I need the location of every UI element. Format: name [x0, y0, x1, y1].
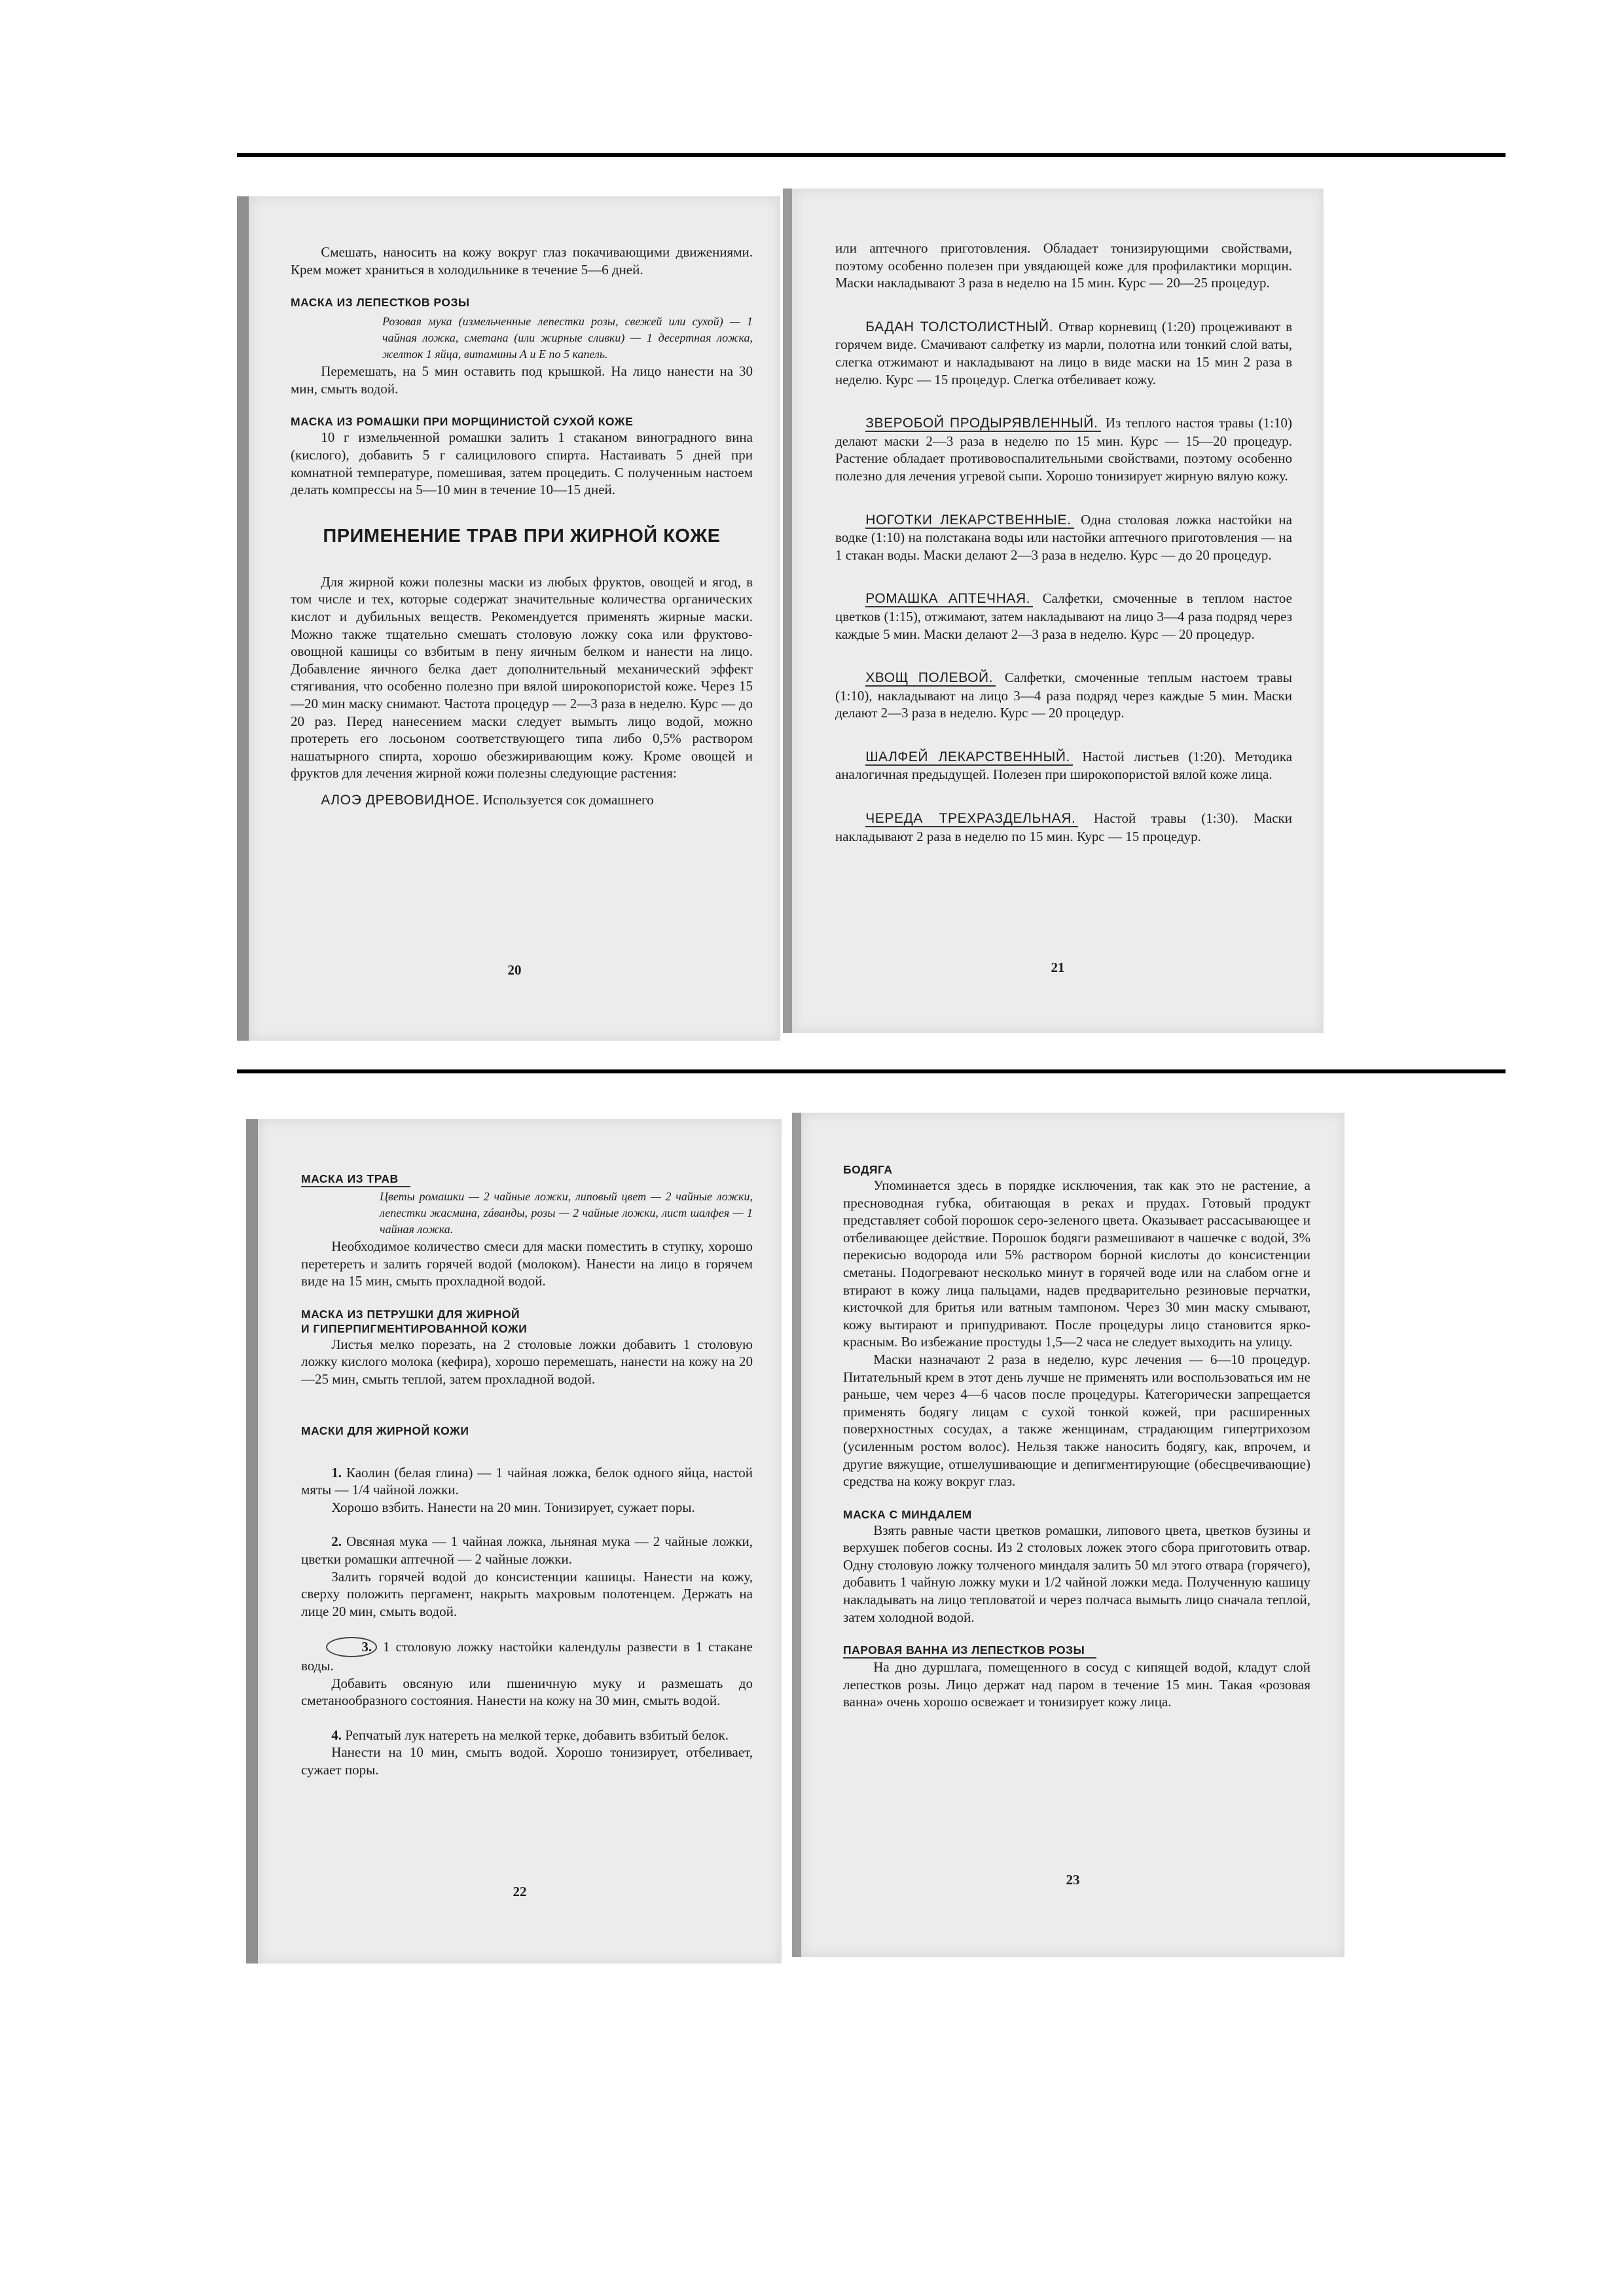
- rose-instructions: Перемешать, на 5 мин оставить под крышкой. На лицо нанести на 30 мин, смыть водой.: [291, 363, 753, 397]
- chereda-paragraph: [835, 810, 1292, 845]
- intro-paragraph: Смешать, наносить на кожу вокруг глаз покачивающими движениями. Крем может храниться в холодильнике в течение 5—6 дней.: [291, 244, 753, 278]
- steam-bath-heading: ПАРОВАЯ ВАННА ИЗ ЛЕПЕСТКОВ РОЗЫ: [843, 1643, 1096, 1659]
- mask-1: [301, 1464, 753, 1499]
- page-20: [237, 196, 780, 1041]
- mask-2-instructions: Залить горячей водой до консистенции кашицы. Нанести на кожу, сверху положить пергамент, накрыть махровым полотенцем. Держать на лице 20 мин, смыть водой.: [301, 1568, 753, 1619]
- almond-instructions: Взять равные части цветков ромашки, липового цвета, цветков бузины и верхушек побегов сосны. Из 2 столовых ложек этого сбора приготовить отвар. Одну столовую ложку толченого миндаля залить 50 мл этого отвара (горячего), добавить 1 чайную ложку муки и 1/2 чайной ложки меда. Полученную кашицу накладывать на лицо тепловатой и через полчаса вымыть лицо сначала теплой, затем холодной водой.: [843, 1522, 1310, 1625]
- page-22: [246, 1119, 782, 1964]
- mask-1-text: Каолин (белая глина) — 1 чайная ложка, белок одного яйца, настой мяты — 1/4 чайной ложки.: [301, 1464, 753, 1498]
- bottom-spread-rule: [237, 1069, 1506, 1073]
- rose-mask-heading: МАСКА ИЗ ЛЕПЕСТКОВ РОЗЫ: [291, 296, 470, 310]
- parsley-heading-line-1: МАСКА ИЗ ПЕТРУШКИ ДЛЯ ЖИРНОЙ: [301, 1307, 520, 1321]
- herbs-recipe: Цветы ромашки — 2 чайные ложки, липовый цвет — 2 чайные ложки, лепестки жасмина, záванды, розы — 2 чайные ложки, лист шалфея — 1 чайная ложка.: [380, 1190, 753, 1236]
- mask-1-instructions: Хорошо взбить. Нанести на 20 мин. Тонизирует, сужает поры.: [331, 1499, 695, 1515]
- nogotki-paragraph: [835, 511, 1292, 564]
- bodyaga-heading: БОДЯГА: [843, 1163, 893, 1176]
- mask-2: [301, 1533, 753, 1568]
- herbs-instructions: Необходимое количество смеси для маски поместить в ступку, хорошо перетереть и залить горячей водой (молоком). Нанести на лицо в горячем виде на 15 мин, смыть прохладной водой.: [301, 1238, 753, 1289]
- parsley-heading-line-2: И ГИПЕРПИГМЕНТИРОВАННОЙ КОЖИ: [301, 1321, 528, 1335]
- page-23: [792, 1113, 1344, 1957]
- mask-3-instructions: Добавить овсяную или пшеничную муку и размешать до сметанообразного состояния. Нанести на кожу на 30 мин, смыть водой.: [301, 1675, 753, 1709]
- mask-2-number: 2.: [331, 1534, 342, 1550]
- mask-4-instructions: Нанести на 10 мин, смыть водой. Хорошо тонизирует, отбеливает, сужает поры.: [301, 1744, 753, 1778]
- mask-3: [301, 1637, 753, 1674]
- page-number-22: 22: [513, 1884, 527, 1899]
- badan-text: Отвар корневищ (1:20) процеживают в горячем виде. Смачивают салфетку из марли, полотна или тонкий слой ваты, слегка отжимают и накладывают на лицо в виде маски на 15 мин 2 раза в неделю. Курс — 15 процедур. Слегка отбеливает кожу.: [835, 318, 1293, 387]
- oily-skin-section-title: ПРИМЕНЕНИЕ ТРАВ ПРИ ЖИРНОЙ КОЖЕ: [323, 525, 721, 547]
- shalfey-paragraph: [835, 748, 1292, 783]
- aloe-continued: или аптечного приготовления. Обладает тонизирующими свойствами, поэтому особенно полезен при увядающей коже для профилактики морщин. Маски накладывают 3 раза в неделю на 15 мин. Курс — 20—25 процедур.: [835, 240, 1292, 291]
- top-spread-rule: [237, 153, 1506, 157]
- nogotki-text: Одна столовая ложка настойки на водке (1:10) на полстакана воды или настойки аптечного приготовления — на 1 стакан воды. Маски делают 2—3 раза в неделю. Курс — до 20 процедур.: [835, 511, 1292, 563]
- mask-4: [301, 1727, 753, 1744]
- hvosch-text: Салфетки, смоченные теплым настоем травы (1:10), накладывают на лицо 3—4 раза подряд через каждые 5 мин. Маски делают 2—3 раза в неделю. Курс — 20 процедур.: [835, 670, 1293, 721]
- shalfey-name: ШАЛФЕЙ ЛЕКАРСТВЕННЫЙ.: [865, 749, 1073, 766]
- oily-masks-heading: МАСКИ ДЛЯ ЖИРНОЙ КОЖИ: [301, 1424, 469, 1437]
- page-21: [783, 188, 1324, 1033]
- mask-3-text: 1 столовую ложку настойки календулы развести в 1 стакане воды.: [301, 1639, 753, 1674]
- zveroboy-name: ЗВЕРОБОЙ ПРОДЫРЯВЛЕННЫЙ.: [865, 416, 1100, 432]
- aloe-paragraph: [291, 791, 753, 810]
- nogotki-name: НОГОТКИ ЛЕКАРСТВЕННЫЕ.: [865, 512, 1074, 529]
- zveroboy-paragraph: [835, 414, 1292, 484]
- herbs-mask-heading: МАСКА ИЗ ТРАВ: [301, 1172, 410, 1187]
- oily-skin-intro: Для жирной кожи полезны маски из любых фруктов, овощей и ягод, в том числе и тех, которые содержат значительные количества органических кислот и дубильных веществ. Рекомендуется применять жирные маски. Можно также тщательно смешать столовую ложку сока или фруктово-овощной кашицы со взбитым в пену яичным белком и нанести на лицо. Добавление яичного белка дает дополнительный механический эффект стягивания, что особенно полезно при вялой широкопористой коже. Через 15—20 мин маску снимают. Частота процедур — 2—3 раза в неделю. Курс — до 20 раз. Перед нанесением маски следует вымыть лицо водой, можно протереть его лосьоном соответствующего типа либо 0,5% раствором нашатырного спирта, хорошо обезжиривающим кожу. Кроме овощей и фруктов для лечения жирной кожи полезны следующие растения:: [291, 573, 753, 781]
- bodyaga-paragraph-2: Маски назначают 2 раза в неделю, курс лечения — 6—10 процедур. Питательный крем в этот день лучше не применять или воспользоваться им не раньше, чем через 4—6 часов после процедуры. Категорически запрещается применять бодягу лицам с сухой тонкой кожей, при расширенных поверхностных сосудах, а также женщинам, страдающим гипертрихозом (усиленным ростом волос). Нельзя также наносить бодягу, как, впрочем, и другие вяжущие, отшелушивающие и депигментирующие (обесцвечивающие) средства на кожу вокруг глаз.: [843, 1351, 1310, 1490]
- zveroboy-text: Из теплого настоя травы (1:10) делают маски 2—3 раза в неделю по 15 мин. Курс — 15—20 процедур. Растение обладает противовоспалительными свойствами, поэтому особенно полезно для лечения угревой сыпи. Хорошо тонизирует жирную вялую кожу.: [835, 415, 1293, 484]
- aloe-text: Используется сок домашнего: [482, 791, 654, 808]
- page-number-20: 20: [507, 962, 522, 978]
- hvosch-paragraph: [835, 669, 1292, 722]
- romashka-paragraph: [835, 590, 1292, 643]
- mask-2-text: Овсяная мука — 1 чайная ложка, льняная мука — 2 чайные ложки, цветки ромашки аптечной — 2 чайные ложки.: [301, 1534, 753, 1567]
- steam-bath-instructions: На дно дуршлага, помещенного в сосуд с кипящей водой, кладут слой лепестков розы. Лицо держат над паром в течение 15 мин. Такая «розовая ванна» очень хорошо освежает и тонизирует кожу лица.: [843, 1659, 1310, 1710]
- badan-paragraph: [835, 318, 1292, 388]
- almond-mask-heading: МАСКА С МИНДАЛЕМ: [843, 1507, 972, 1521]
- romashka-text: Салфетки, смоченные в теплом настое цветков (1:15), отжимают, затем накладывают на лицо 3—4 раза подряд через каждые 5 мин. Маски делают 2—3 раза в неделю. Курс — 20 процедур.: [835, 590, 1292, 642]
- rose-recipe: Розовая мука (измельченные лепестки розы, свежей или сухой) — 1 чайная ложка, сметана (или жирные сливки) — 1 десертная ложка, желток 1 яйца, витамины А и Е по 5 капель.: [382, 315, 753, 361]
- page-number-23: 23: [1066, 1872, 1080, 1888]
- mask-4-text: Репчатый лук натереть на мелкой терке, добавить взбитый белок.: [345, 1727, 729, 1743]
- chereda-name: ЧЕРЕДА ТРЕХРАЗДЕЛЬНАЯ.: [865, 811, 1078, 827]
- parsley-instructions: Листья мелко порезать, на 2 столовые ложки добавить 1 столовую ложку кислого молока (кефира), хорошо перемешать, нанести на кожу на 20—25 мин, смыть теплой, затем прохладной водой.: [301, 1336, 753, 1387]
- chamomile-instructions: 10 г измельченной ромашки залить 1 стаканом виноградного вина (кислого), добавить 5 г салицилового спирта. Настаивать 5 дней при комнатной температуре, помешивая, затем процедить. С полученным настоем делать компрессы на 5—10 мин в течение 10—15 дней.: [291, 429, 753, 498]
- chereda-text: Настой травы (1:30). Маски накладывают 2 раза в неделю по 15 мин. Курс — 15 процедур.: [835, 810, 1293, 844]
- aloe-name: АЛОЭ ДРЕВОВИДНОЕ.: [321, 792, 480, 808]
- bodyaga-paragraph-1: Упоминается здесь в порядке исключения, так как это не растение, а пресноводная губка, обитающая в реках и прудах. Готовый продукт представляет собой порошок серо-зеленого цвета. Оказывает рассасывающее и отбеливающее действие. Порошок бодяги размешивают в чашечке с водой, 3% перекисью водорода или 5% раствором борной кислоты до консистенции сметаны. Подогревают несколько минут в горячей воде или на слабом огне и втирают в кожу лица пальцами, надев предварительно резиновые перчатки, кисточкой для бритья или ватным тампоном. Через 30 мин маску смывают, кожу вытирают и припудривают. После процедуры лицо становится ярко-красным. Во избежание простуды 1,5—2 часа не следует выходить на улицу.: [843, 1177, 1310, 1350]
- badan-name: БАДАН ТОЛСТОЛИСТНЫЙ.: [865, 319, 1054, 334]
- romashka-name: РОМАШКА АПТЕЧНАЯ.: [865, 591, 1033, 607]
- mask-4-number: 4.: [331, 1727, 342, 1743]
- mask-1-number: 1.: [331, 1464, 342, 1480]
- chamomile-mask-heading: МАСКА ИЗ РОМАШКИ ПРИ МОРЩИНИСТОЙ СУХОЙ КОЖЕ: [291, 415, 634, 429]
- page-number-21: 21: [1051, 960, 1065, 975]
- shalfey-text: Настой листьев (1:20). Методика аналогичная предыдущей. Полезен при широкопористой вялой коже лица.: [835, 748, 1293, 783]
- hvosch-name: ХВОЩ ПОЛЕВОЙ.: [865, 670, 996, 687]
- mask-3-number: 3.: [326, 1637, 377, 1657]
